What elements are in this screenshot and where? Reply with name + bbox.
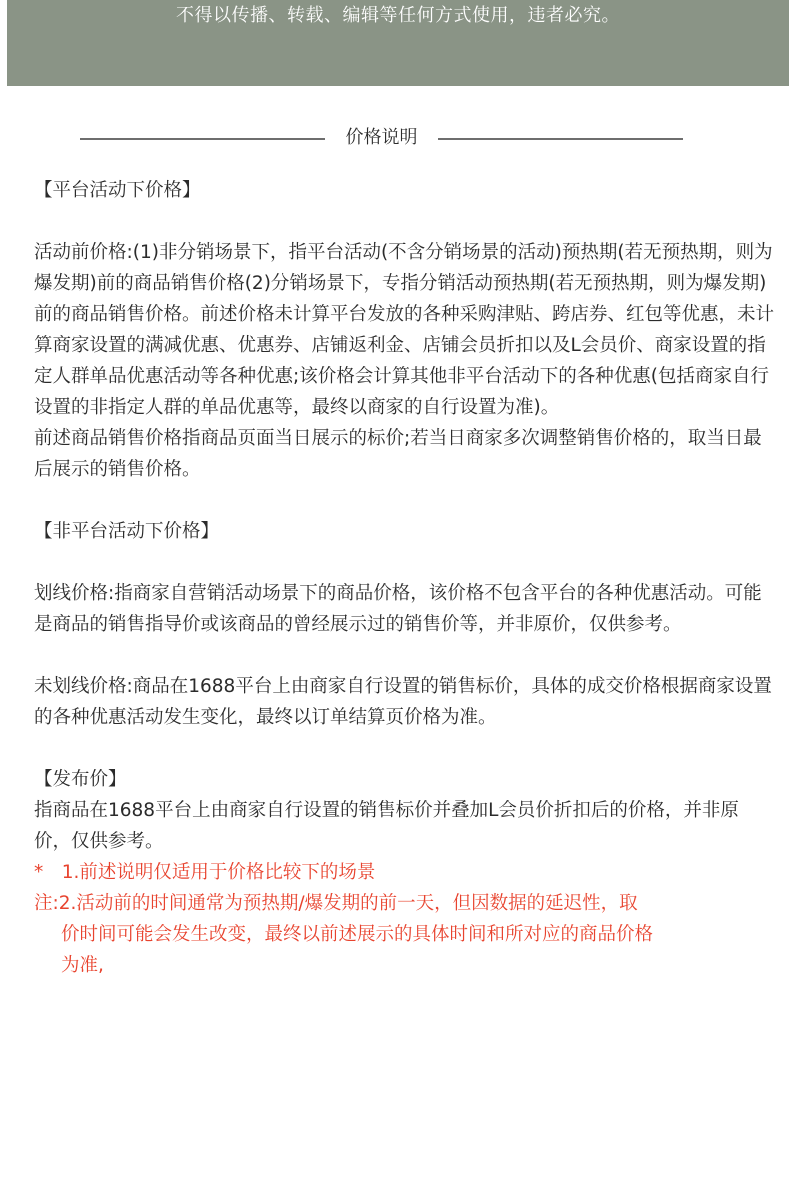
platform-activity-paragraph-2: 前述商品销售价格指商品页面当日展示的标价;若当日商家多次调整销售价格的，取当日最后展示的销售价格。 [34,428,762,480]
copyright-notice: 不得以传播、转载、编辑等任何方式使用，违者必究。 [176,5,620,26]
note-1: * 1.前述说明仅适用于价格比较下的场景 [34,862,376,883]
note-2-line-3: 为准, [61,955,104,976]
platform-activity-title: 【平台活动下价格】 [34,180,201,201]
spacer [34,547,774,578]
section-header [80,125,683,151]
platform-activity-paragraph-1: 活动前价格:(1)非分销场景下，指平台活动(不含分销场景的活动)预热期(若无预热期，则为爆发期)前的商品销售价格(2)分销场景下，专指分销活动预热期(若无预热期，则为爆发期)前的商品销售价格。前述价格未计算平台发放的各种采购津贴、跨店券、红包等优惠，未计算商家设置的满减优惠、优惠券、店铺返利金、店铺会员折扣以及L会员价、商家设置的指定人群单品优惠活动等各种优惠;该价格会计算其他非平台活动下的各种优惠(包括商家自行设置的非指定人群的单品优惠等，最终以商家的自行设置为准)。 [34,242,775,418]
note-2-line-1: 注:2.活动前的时间通常为预热期/爆发期的前一天，但因数据的延迟性，取 [34,893,638,914]
spacer [34,485,774,516]
top-banner [7,0,789,86]
section-title: 价格说明 [345,127,418,148]
non-platform-activity-paragraph-1: 划线价格:指商家自营销活动场景下的商品价格，该价格不包含平台的各种优惠活动。可能是商品的销售指导价或该商品的曾经展示过的销售价等，并非原价，仅供参考。 [34,583,762,635]
release-price-title: 【发布价】 [34,769,127,790]
price-explanation-content [34,175,774,981]
release-price-paragraph: 指商品在1688平台上由商家自行设置的销售标价并叠加L会员价折扣后的价格，并非原价，仅供参考。 [34,800,739,852]
non-platform-activity-title: 【非平台活动下价格】 [34,521,220,542]
spacer [34,206,774,237]
spacer [34,640,774,671]
spacer [34,733,774,764]
non-platform-activity-paragraph-2: 未划线价格:商品在1688平台上由商家自行设置的销售标价，具体的成交价格根据商家设置的各种优惠活动发生变化，最终以订单结算页价格为准。 [34,676,772,728]
note-2-line-2: 价时间可能会发生改变，最终以前述展示的具体时间和所对应的商品价格 [61,924,654,945]
header-divider-right [438,138,683,140]
